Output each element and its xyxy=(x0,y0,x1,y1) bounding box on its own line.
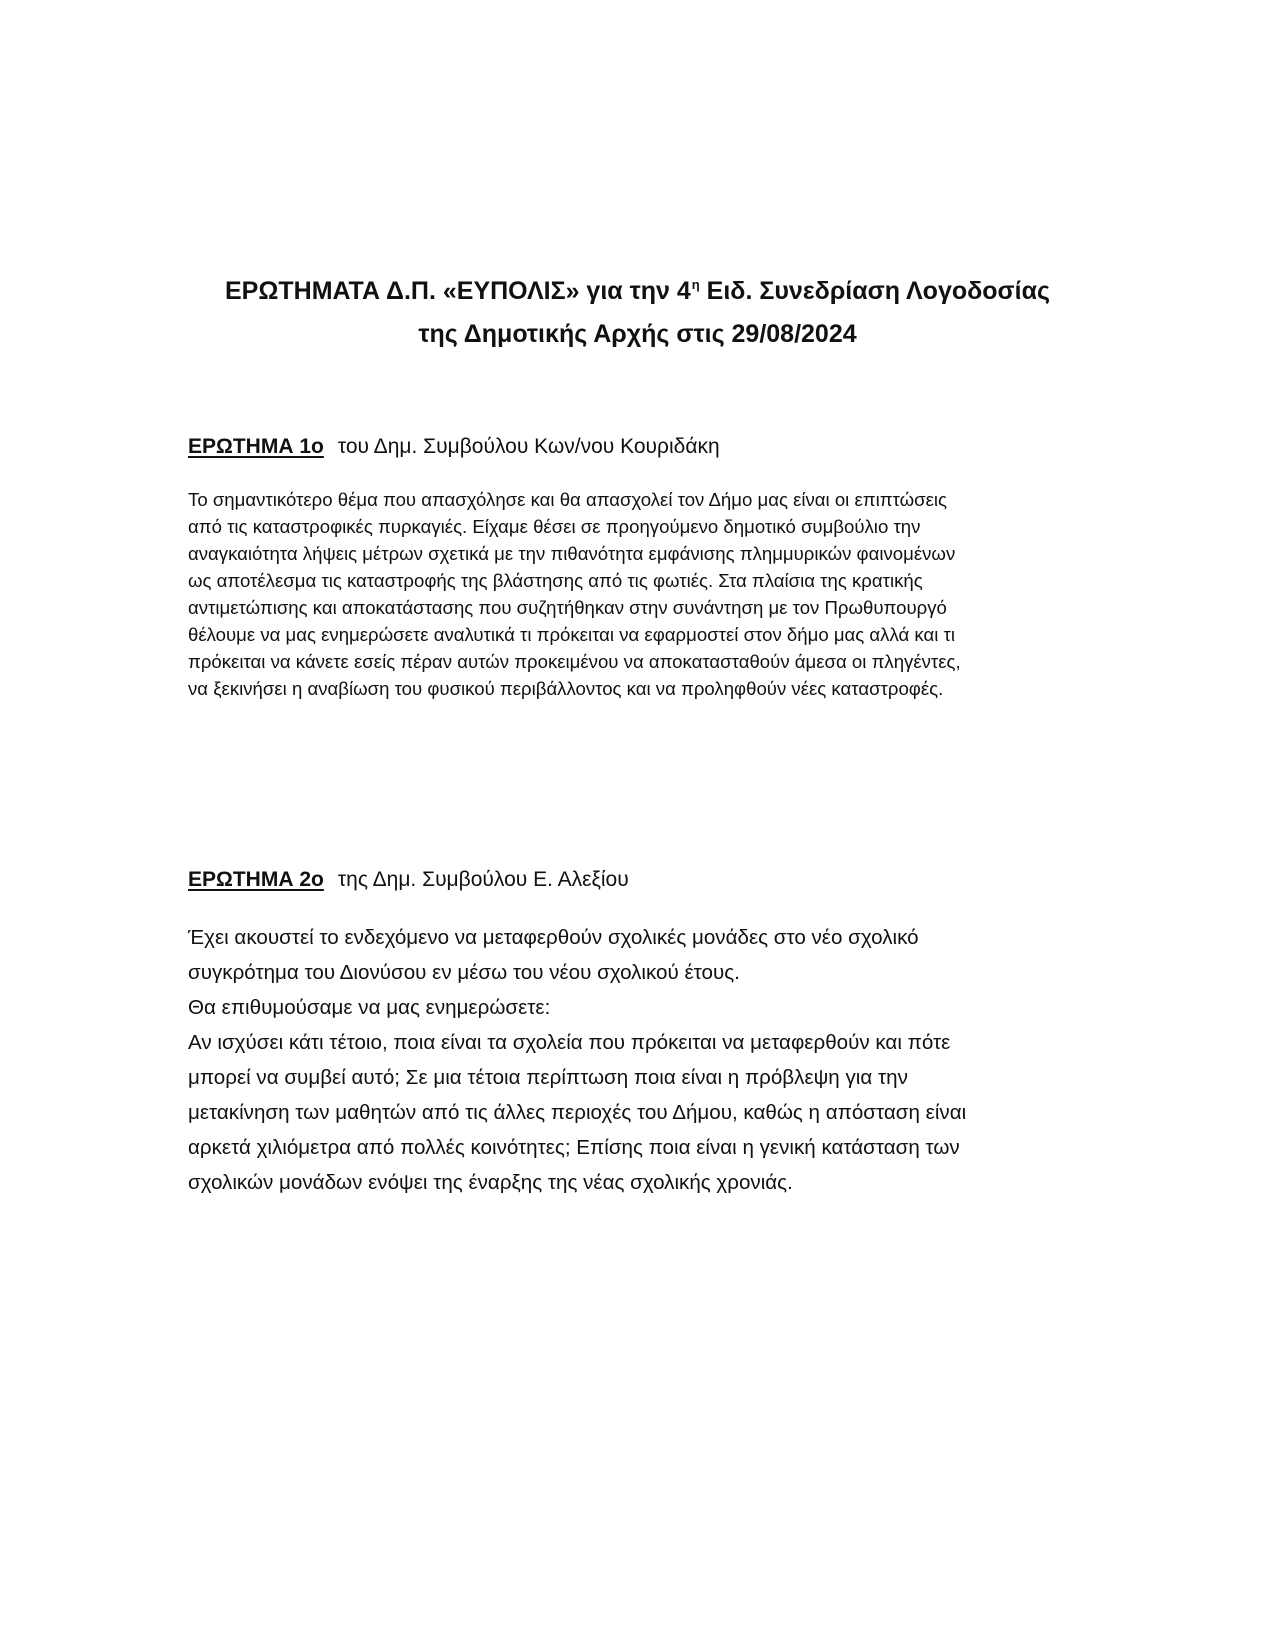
paragraph-line: Το σημαντικότερο θέμα που απασχόλησε και θα απασχολεί τον Δήμο μας είναι οι επιπτώσεις xyxy=(188,489,948,510)
paragraph-line: ως αποτέλεσμα τις καταστροφής της βλάστησης από τις φωτιές. Στα πλαίσια της κρατικής xyxy=(188,570,923,591)
question-1-body xyxy=(188,486,961,702)
question-2-author: της Δημ. Συμβούλου Ε. Αλεξίου xyxy=(337,868,629,891)
paragraph-line: Έχει ακουστεί το ενδεχόμενο να μεταφερθούν σχολικές μονάδες στο νέο σχολικό xyxy=(188,926,919,949)
paragraph-line: αρκετά χιλιόμετρα από πολλές κοινότητες; Επίσης ποια είναι η γενική κατάσταση των xyxy=(188,1136,960,1159)
paragraph-line: μετακίνηση των μαθητών από τις άλλες περιοχές του Δήμου, καθώς η απόσταση είναι xyxy=(188,1101,967,1124)
paragraph-line: μπορεί να συμβεί αυτό; Σε μια τέτοια περίπτωση ποια είναι η πρόβλεψη για την xyxy=(188,1066,908,1089)
document-title-line-2: της Δημοτικής Αρχής στις 29/08/2024 xyxy=(418,320,857,348)
paragraph-line: Αν ισχύσει κάτι τέτοιο, ποια είναι τα σχολεία που πρόκειται να μεταφερθούν και πότε xyxy=(188,1031,951,1054)
question-1-author: του Δημ. Συμβούλου Κων/νου Κουριδάκη xyxy=(337,435,720,458)
paragraph-line: αναγκαιότητα λήψεις μέτρων σχετικά με την πιθανότητα εμφάνισης πλημμυρικών φαινομένων xyxy=(188,543,956,564)
question-2-label: ΕΡΩΤΗΜΑ 2ο xyxy=(188,868,324,891)
title-prefix: ΕΡΩΤΗΜΑΤΑ Δ.Π. «ΕΥΠΟΛΙΣ» για την 4 xyxy=(225,277,691,305)
paragraph-line: θέλουμε να μας ενημερώσετε αναλυτικά τι πρόκειται να εφαρμοστεί στον δήμο μας αλλά και τι xyxy=(188,624,956,645)
paragraph-line: Θα επιθυμούσαμε να μας ενημερώσετε: xyxy=(188,996,551,1019)
paragraph-line: συγκρότημα του Διονύσου εν μέσω του νέου σχολικού έτους. xyxy=(188,961,740,984)
paragraph-line: από τις καταστροφικές πυρκαγιές. Είχαμε θέσει σε προηγούμενο δημοτικό συμβούλιο την xyxy=(188,516,921,537)
paragraph-line: σχολικών μονάδων ενόψει της έναρξης της νέας σχολικής χρονιάς. xyxy=(188,1171,793,1194)
title-superscript: η xyxy=(691,277,700,292)
paragraph-line: να ξεκινήσει η αναβίωση του φυσικού περιβάλλοντος και να προληφθούν νέες καταστροφές. xyxy=(188,678,944,699)
question-1-label: ΕΡΩΤΗΜΑ 1ο xyxy=(188,435,324,458)
question-1-heading xyxy=(188,435,720,459)
paragraph-line: πρόκειται να κάνετε εσείς πέραν αυτών προκειμένου να αποκατασταθούν άμεσα οι πληγέντες, xyxy=(188,651,961,672)
document-title-line-1 xyxy=(150,269,1125,317)
title-suffix: Ειδ. Συνεδρίαση Λογοδοσίας xyxy=(699,277,1050,305)
question-2-heading xyxy=(188,868,629,892)
paragraph-line: αντιμετώπισης και αποκατάστασης που συζητήθηκαν στην συνάντηση με τον Πρωθυπουργό xyxy=(188,597,947,618)
question-2-body xyxy=(188,920,966,1200)
